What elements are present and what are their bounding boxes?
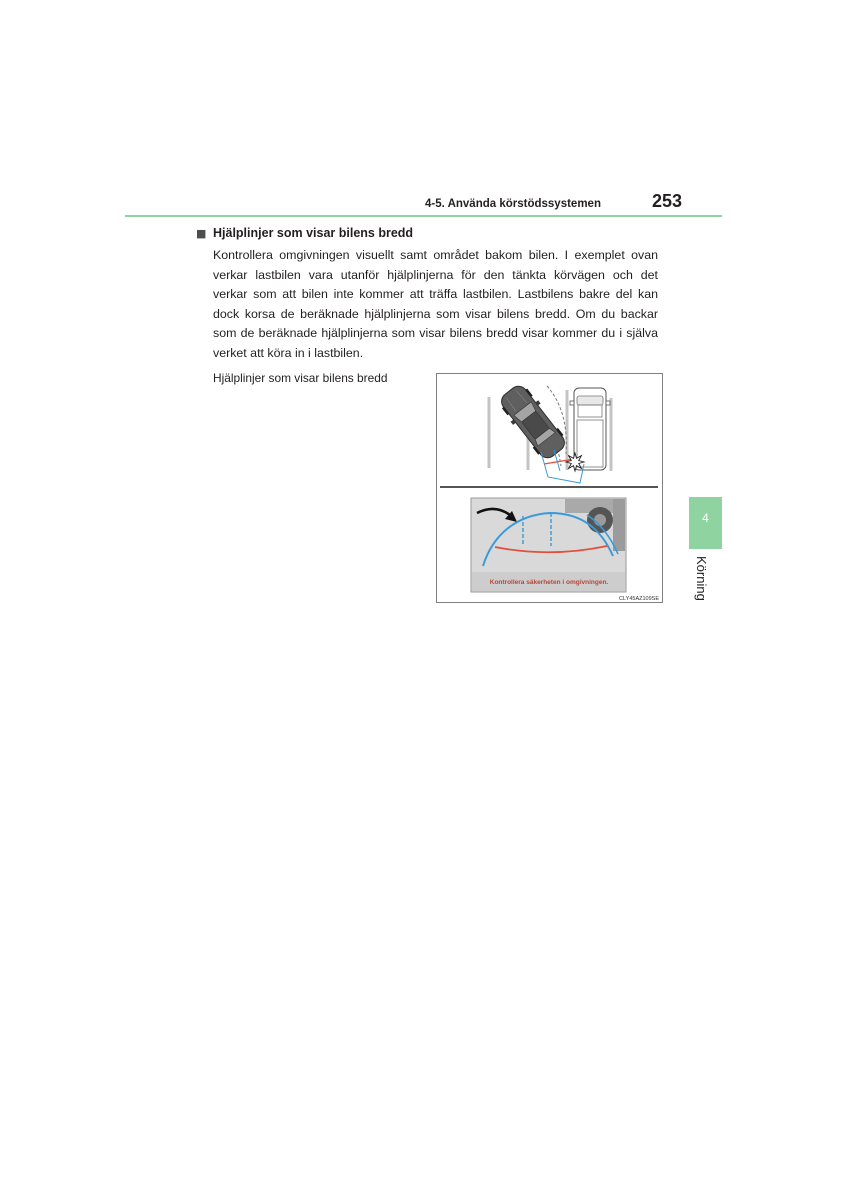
truck-mirror: [570, 401, 574, 405]
figure-caption: Hjälplinjer som visar bilens bredd: [213, 371, 388, 385]
figure-code: CLY45AZ109SE: [619, 596, 659, 602]
body-line: som de beräknade hjälplinjerna som visar bilens bredd visar kommer du i själva: [213, 326, 658, 341]
body-paragraph: [213, 246, 658, 364]
heading-bullet-icon: ■: [196, 227, 207, 240]
body-line: Kontrollera omgivningen visuellt samt området bakom bilen. I exemplet ovan: [213, 248, 658, 262]
chapter-title: Körning: [694, 556, 709, 601]
camera-screen-message: Kontrollera säkerheten i omgivningen.: [489, 579, 609, 586]
parking-scene: [489, 380, 611, 483]
body-line: verkar lastbilen vara utanför hjälplinjerna för den tänkta körvägen och det: [213, 267, 658, 282]
camera-view: [471, 498, 626, 592]
truck-rear-side: [613, 499, 625, 551]
section-heading: Hjälplinjer som visar bilens bredd: [213, 226, 414, 240]
chapter-number: 4: [702, 511, 709, 525]
running-header-section: 4-5. Använda körstödssystemen: [425, 198, 601, 210]
reversing-car-icon: [495, 380, 571, 463]
header-rule: [125, 215, 722, 217]
figure-box: [436, 373, 663, 603]
truck-mirror: [606, 401, 610, 405]
body-line: verkar som att bilen inte kommer att träffa lastbilen. Lastbilens bakre del kan: [213, 287, 658, 302]
truck-tire-hub: [594, 514, 606, 526]
figure-illustration: [437, 374, 662, 602]
chapter-tab: [689, 497, 722, 549]
collision-point-icon: [566, 453, 584, 471]
body-line: dock korsa de beräknade hjälplinjerna som visar bilens bredd. Om du backar: [213, 306, 658, 321]
body-line: verket att köra in i lastbilen.: [213, 345, 364, 360]
truck-windshield: [577, 396, 603, 405]
page-number: 253: [652, 191, 683, 211]
